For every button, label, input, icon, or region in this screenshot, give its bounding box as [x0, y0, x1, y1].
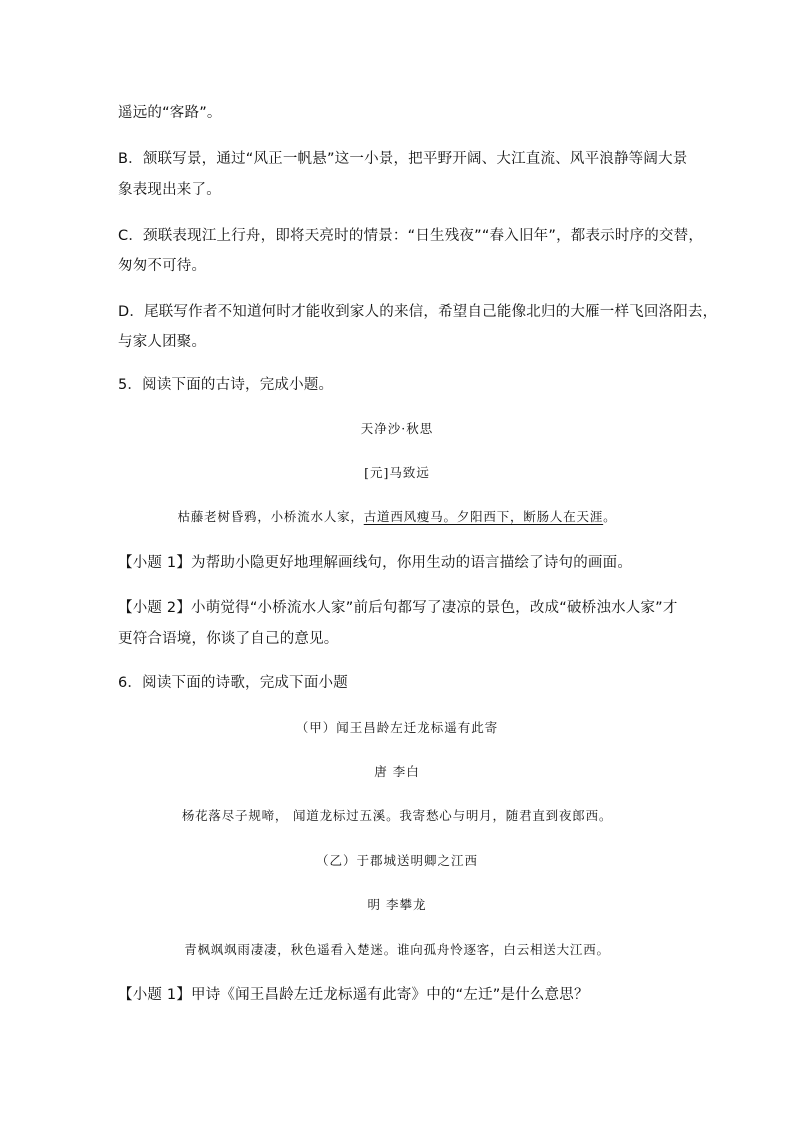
- poem-2-text: 青枫飒飒雨凄凄，秋色遥看入楚迷。谁向孤舟怜逐客，白云相送大江西。: [184, 942, 610, 957]
- option-a-continuation: 遥远的“客路”。: [118, 105, 222, 121]
- option-b-line-2: 象表现出来了。: [118, 182, 221, 198]
- option-c-line-2: 匆匆不可待。: [118, 258, 207, 274]
- question-6-heading: 6．阅读下面的诗歌，完成下面小题: [118, 675, 348, 691]
- poem-1-title: （甲）闻王昌龄左迁龙标遥有此寄: [295, 720, 499, 735]
- option-b-line-1: B．颔联写景，通过“风正一帆悬”这一小景，把平野开阔、大江直流、风平浪静等阔大景: [118, 151, 688, 167]
- poem-text: [0, 508, 794, 526]
- poem-1-author: 唐 李白: [374, 764, 420, 779]
- option-c-line-1: C．颈联表现江上行舟，即将天亮时的情景：“日生残夜”“春入旧年”，都表示时序的交替，: [118, 228, 704, 244]
- poem-1-text: 杨花落尽子规啼， 闻道龙标过五溪。我寄愁心与明月，随君直到夜郎西。: [181, 808, 613, 823]
- q6-subquestion-1: 【小题 1】甲诗《闻王昌龄左迁龙标遥有此寄》中的“左迁”是什么意思？: [118, 987, 589, 1003]
- q5-subquestion-2-line-1: 【小题 2】小萌觉得“小桥流水人家”前后句都写了凄凉的景色，改成“破桥浊水人家”才: [118, 600, 678, 616]
- poem-text-underlined: 古道西风瘦马。夕阳西下，断肠人在天涯: [363, 509, 604, 524]
- q5-subquestion-2-line-2: 更符合语境，你谈了自己的意见。: [118, 631, 339, 647]
- poem-text-end: 。: [603, 509, 617, 524]
- poem-author: [元]马致远: [364, 465, 430, 480]
- poem-text-plain: 枯藤老树昏鸦，小桥流水人家，: [177, 509, 364, 524]
- option-d-line-1: D．尾联写作者不知道何时才能收到家人的来信，希望自己能像北归的大雁一样飞回洛阳去，: [118, 304, 718, 320]
- poem-2-title: （乙）于郡城送明卿之江西: [315, 853, 478, 868]
- poem-2-author: 明 李攀龙: [367, 897, 427, 912]
- question-5-heading: 5．阅读下面的古诗，完成小题。: [118, 377, 334, 393]
- q5-subquestion-1: 【小题 1】为帮助小隐更好地理解画线句，你用生动的语言描绘了诗句的画面。: [118, 555, 633, 571]
- option-d-line-2: 与家人团聚。: [118, 334, 207, 350]
- poem-title: 天净沙·秋思: [360, 421, 434, 436]
